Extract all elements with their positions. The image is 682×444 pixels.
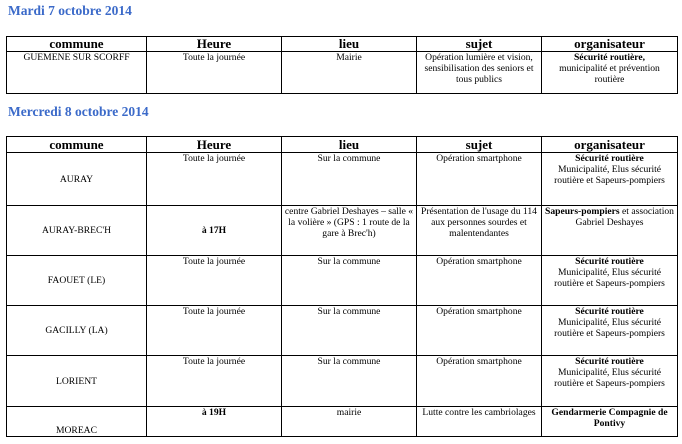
org-rest: Municipalité, Elus sécurité routière et Sapeurs-pompiers — [554, 164, 665, 186]
table-row — [7, 306, 678, 356]
header-lieu: lieu — [282, 137, 417, 153]
cell-sujet: Opération smartphone — [417, 153, 542, 206]
cell-sujet: Opération smartphone — [417, 256, 542, 306]
cell-heure: Toute la journée — [147, 153, 282, 206]
cell-heure: Toute la journée — [147, 52, 282, 94]
header-commune: commune — [7, 37, 147, 52]
cell-heure: Toute la journée — [147, 256, 282, 306]
header-organisateur: organisateur — [542, 37, 678, 52]
cell-organisateur — [542, 306, 678, 356]
cell-heure — [147, 407, 282, 437]
events-table-wednesday — [6, 136, 678, 437]
cell-organisateur — [542, 256, 678, 306]
org-rest: et association Gabriel Deshayes — [575, 206, 674, 228]
cell-commune: MOREAC — [7, 407, 147, 437]
cell-lieu: mairie — [282, 407, 417, 437]
cell-commune: AURAY-BREC'H — [7, 206, 147, 256]
cell-organisateur — [542, 153, 678, 206]
org-bold: Sécurité routière — [575, 153, 644, 164]
cell-sujet: Opération lumière et vision, sensibilisation des seniors et tous publics — [417, 52, 542, 94]
cell-commune: LORIENT — [7, 356, 147, 407]
cell-heure: Toute la journée — [147, 306, 282, 356]
cell-sujet: Opération smartphone — [417, 356, 542, 407]
org-bold: Sécurité routière, — [573, 52, 646, 63]
org-rest: Municipalité, Elus sécurité routière et Sapeurs-pompiers — [554, 317, 665, 339]
day-heading-wednesday: Mercredi 8 octobre 2014 — [8, 104, 149, 119]
header-sujet: sujet — [417, 37, 542, 52]
heure-bold: à 17H — [201, 225, 227, 236]
cell-organisateur — [542, 52, 678, 94]
cell-lieu: Sur la commune — [282, 153, 417, 206]
table-row — [7, 153, 678, 206]
cell-lieu: Sur la commune — [282, 306, 417, 356]
header-commune: commune — [7, 137, 147, 153]
cell-commune: GUEMENE SUR SCORFF — [7, 52, 147, 94]
table-row — [7, 256, 678, 306]
header-lieu: lieu — [282, 37, 417, 52]
cell-lieu: centre Gabriel Deshayes – salle « la volière » (GPS : 1 route de la gare à Brec'h) — [282, 206, 417, 256]
cell-lieu: Sur la commune — [282, 256, 417, 306]
cell-commune: FAOUET (LE) — [7, 256, 147, 306]
org-bold: Sécurité routière — [575, 256, 644, 267]
cell-heure: Toute la journée — [147, 356, 282, 407]
cell-organisateur — [542, 356, 678, 407]
table-row — [7, 206, 678, 256]
org-rest: municipalité et prévention routière — [559, 63, 660, 85]
day-heading-tuesday: Mardi 7 octobre 2014 — [8, 3, 132, 18]
org-bold: Sécurité routière — [575, 306, 644, 317]
cell-organisateur — [542, 407, 678, 437]
table-header-row — [7, 37, 678, 52]
heure-bold: à 19H — [201, 407, 227, 418]
cell-sujet: Lutte contre les cambriolages — [417, 407, 542, 437]
table-row — [7, 52, 678, 94]
cell-organisateur — [542, 206, 678, 256]
org-bold: Gendarmerie Compagnie de Pontivy — [551, 407, 668, 429]
table-row — [7, 407, 678, 437]
cell-commune: AURAY — [7, 153, 147, 206]
cell-lieu: Mairie — [282, 52, 417, 94]
cell-heure — [147, 206, 282, 256]
org-bold: Sapeurs-pompiers — [545, 206, 620, 217]
cell-commune: GACILLY (LA) — [7, 306, 147, 356]
events-table-tuesday — [6, 36, 678, 94]
header-heure: Heure — [147, 137, 282, 153]
table-row — [7, 356, 678, 407]
org-rest: Municipalité, Elus sécurité routière et Sapeurs-pompiers — [554, 267, 665, 289]
table-header-row — [7, 137, 678, 153]
header-organisateur: organisateur — [542, 137, 678, 153]
org-rest: Municipalité, Elus sécurité routière et Sapeurs-pompiers — [554, 367, 665, 389]
org-bold: Sécurité routière — [575, 356, 644, 367]
cell-sujet: Présentation de l'usage du 114 aux personnes sourdes et malentendantes — [417, 206, 542, 256]
cell-lieu: Sur la commune — [282, 356, 417, 407]
cell-sujet: Opération smartphone — [417, 306, 542, 356]
header-sujet: sujet — [417, 137, 542, 153]
header-heure: Heure — [147, 37, 282, 52]
